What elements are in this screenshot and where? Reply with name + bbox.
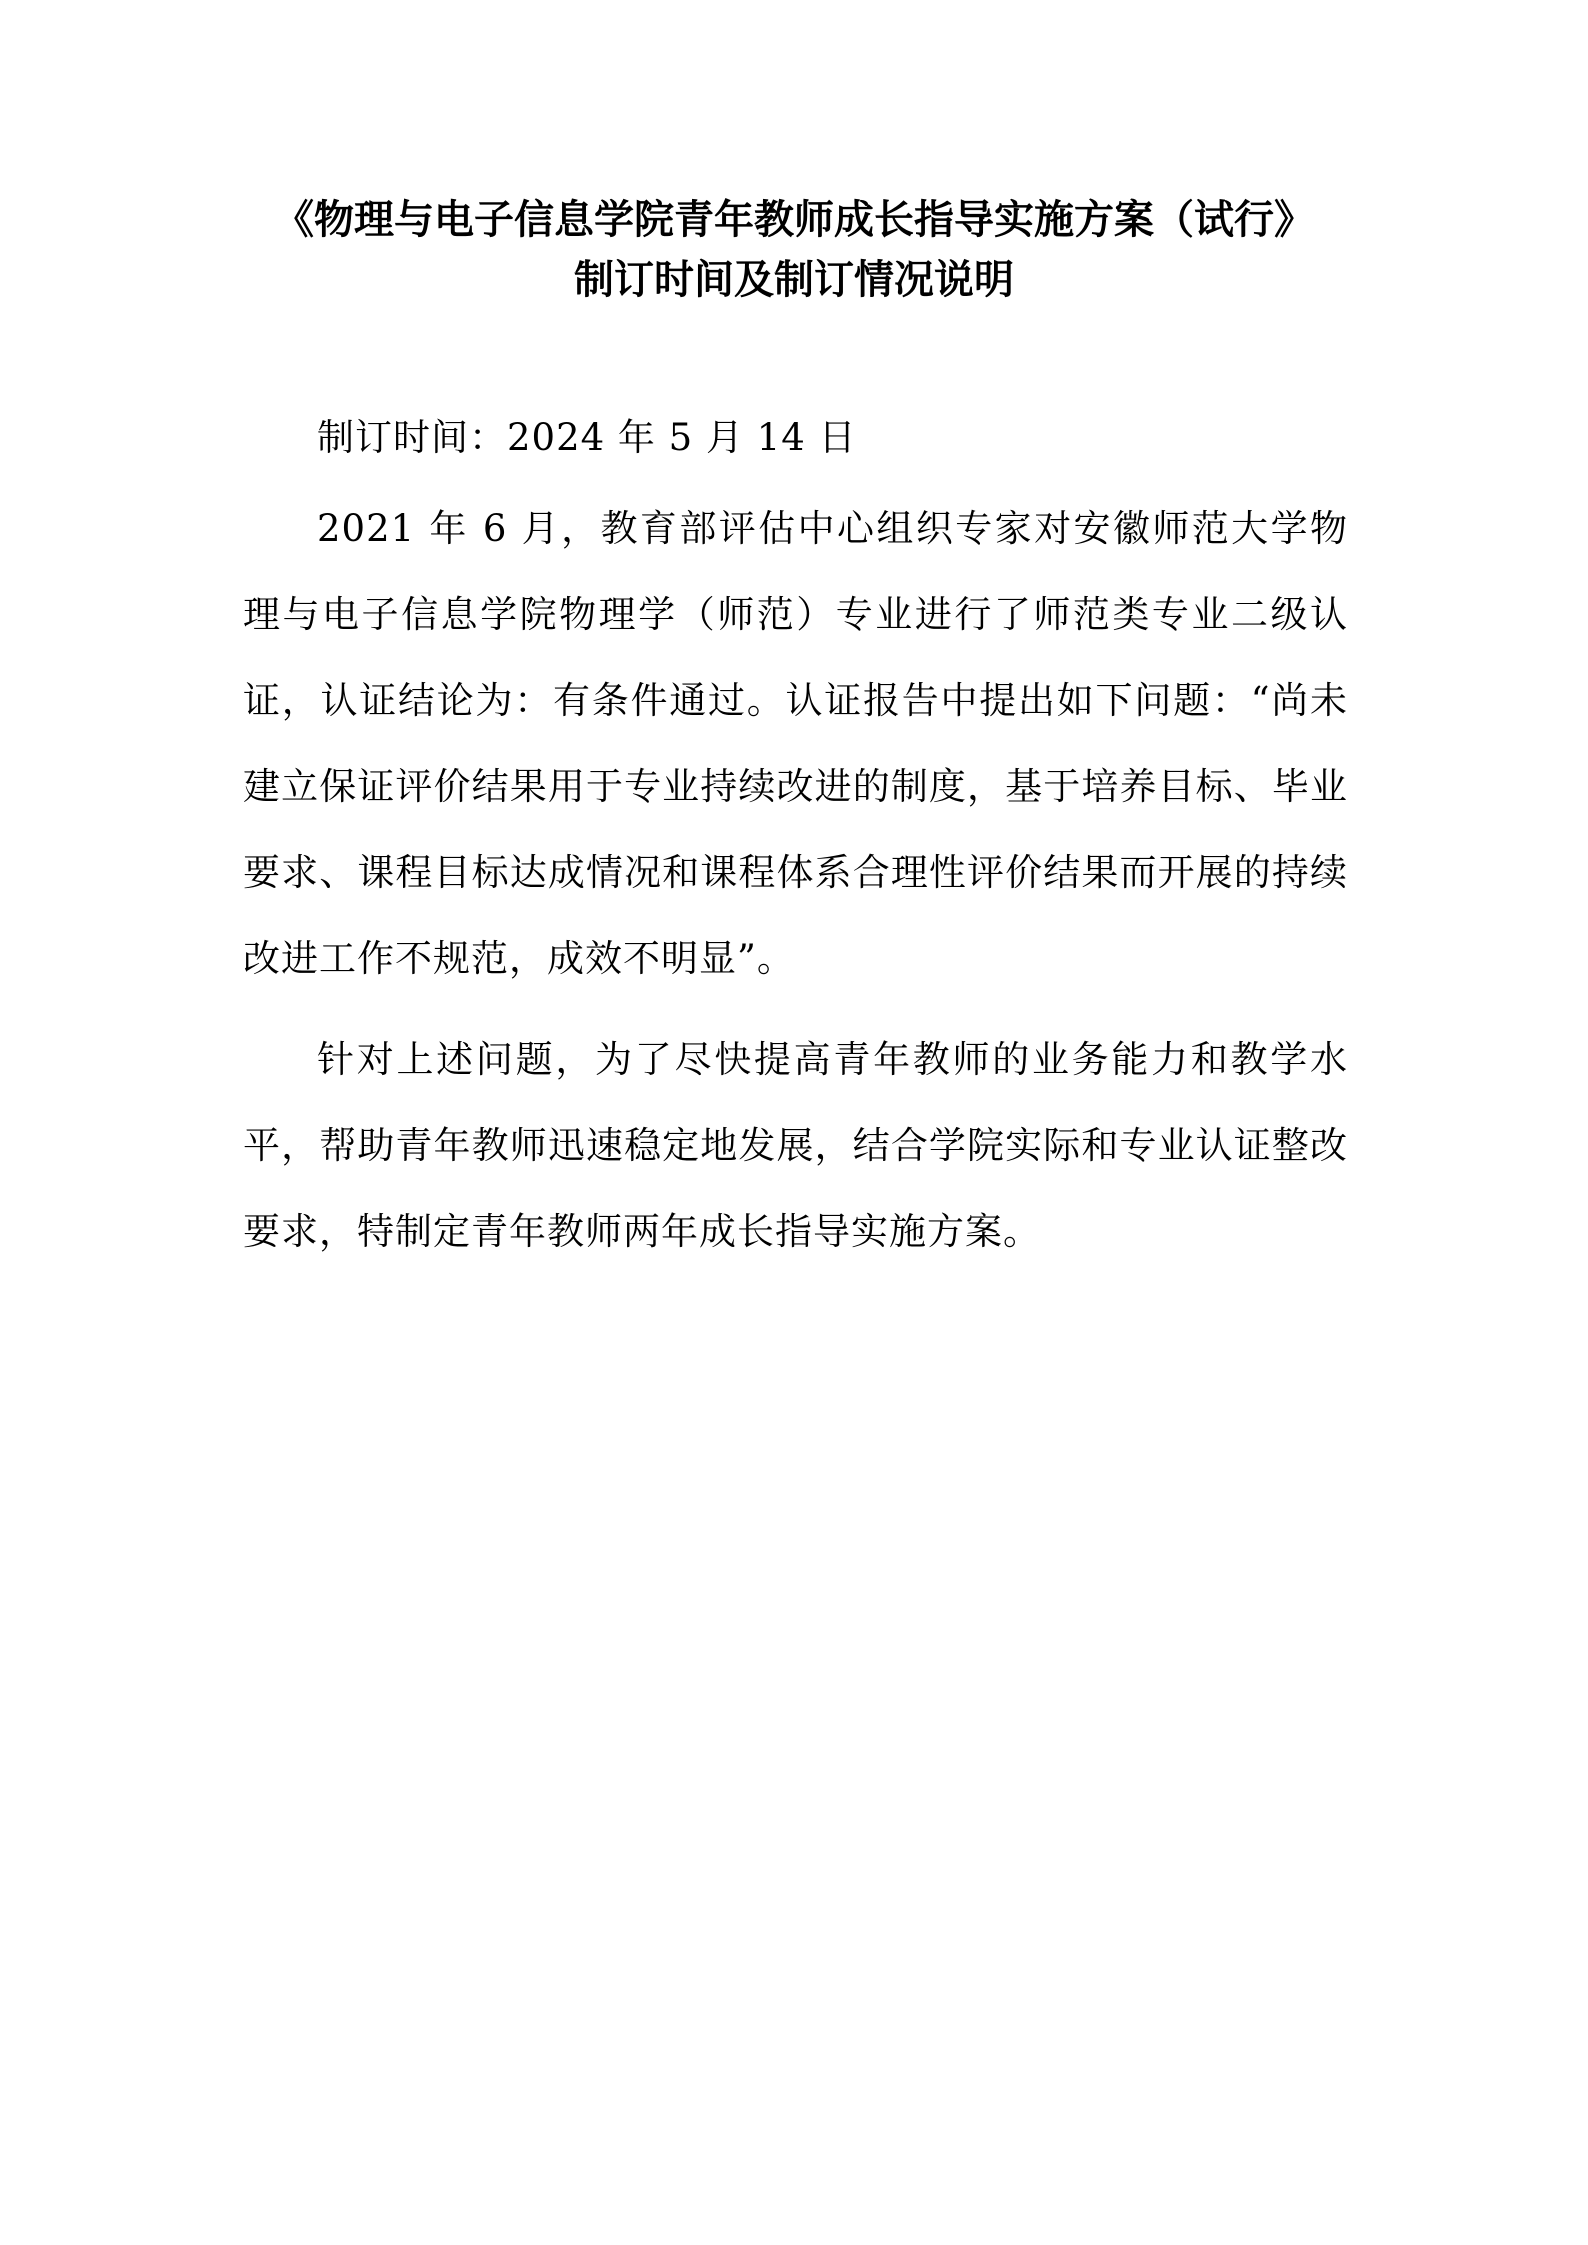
background-paragraph: 2021 年 6 月，教育部评估中心组织专家对安徽师范大学物理与电子信息学院物理学（师范）专业进行了师范类专业二级认证，认证结论为：有条件通过。认证报告中提出如下问题：“尚未建立保证评价结果用于专业持续改进的制度，基于培养目标、毕业要求、课程目标达成情况和课程体系合理性评价结果而开展的持续改进工作不规范，成效不明显”。 [243, 507, 1348, 980]
document-title-line-2: 制订时间及制订情况说明 [574, 257, 1014, 303]
revision-date-paragraph: 制订时间：2024 年 5 月 14 日 [317, 416, 857, 459]
document-title-line-1: 《物理与电子信息学院青年教师成长指导实施方案（试行》 [274, 197, 1314, 243]
purpose-paragraph: 针对上述问题，为了尽快提高青年教师的业务能力和教学水平，帮助青年教师迅速稳定地发展，结合学院实际和专业认证整改要求，特制定青年教师两年成长指导实施方案。 [243, 1038, 1348, 1253]
